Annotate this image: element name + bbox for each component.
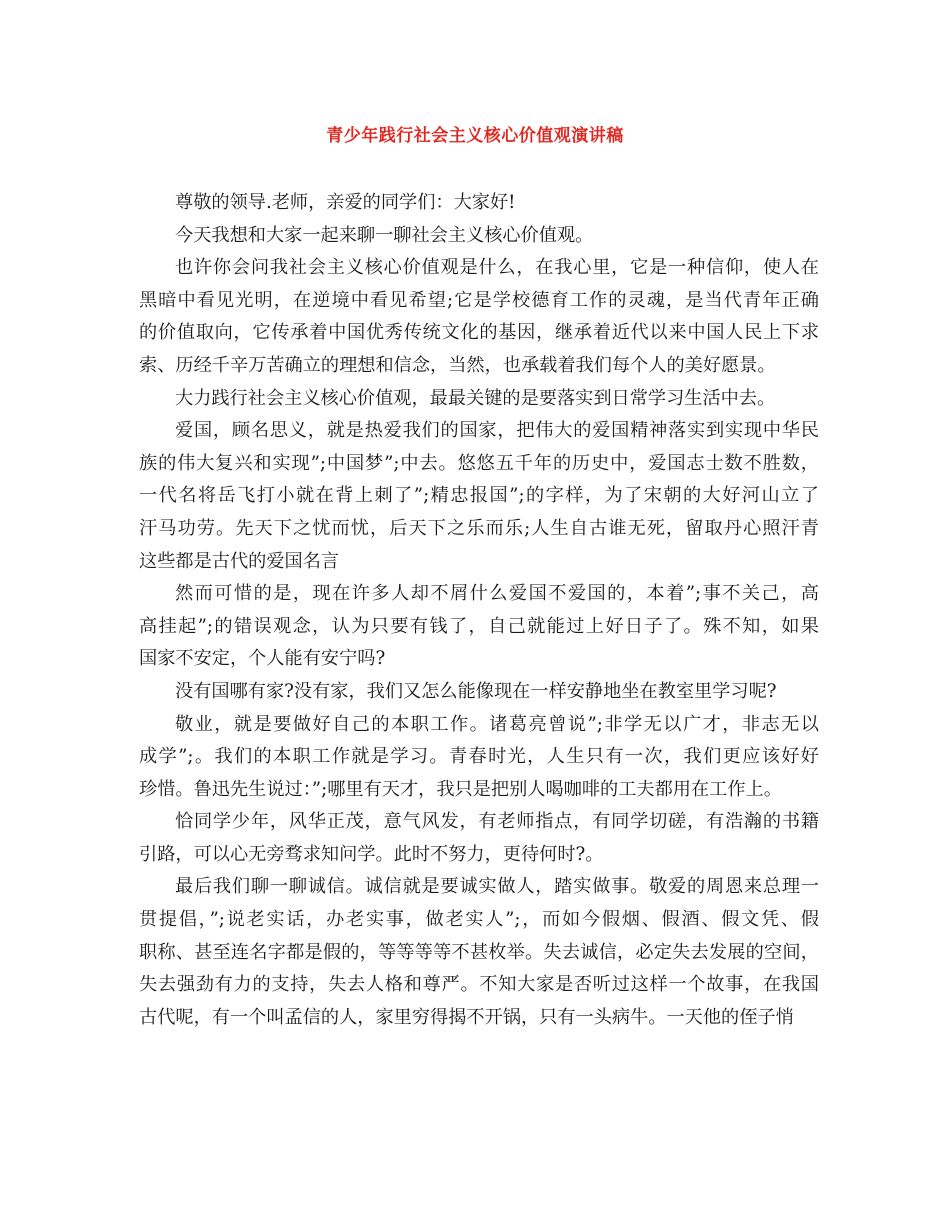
paragraph-line: 国家不安定，个人能有安宁吗? [139,648,386,670]
paragraph [139,676,819,709]
paragraph [139,578,819,676]
paragraph-line: 然而可惜的是，现在许多人却不屑什么爱国不爱国的，本着”;事不关己，高 [175,583,819,605]
paragraph-line: 最后我们聊一聊诚信。诚信就是要诚实做人，踏实做事。敬爱的周恩来总理一 [175,876,819,898]
paragraph-line: 黑暗中看见光明，在逆境中看见希望;它是学校德育工作的灵魂，是当代青年正确 [139,289,819,311]
paragraph [139,220,819,253]
paragraph-line: 成学”;。我们的本职工作就是学习。青春时光，人生只有一次，我们更应该好好 [139,746,819,768]
paragraph-line: 今天我想和大家一起来聊一聊社会主义核心价值观。 [175,224,594,246]
document-body [139,187,819,1034]
paragraph-line: 的价值取向，它传承着中国优秀传统文化的基因，继承着近代以来中国人民上下求 [139,322,819,344]
paragraph-line: 大力践行社会主义核心价值观，最最关键的是要落实到日常学习生活中去。 [175,387,776,409]
paragraph-line: 职称、甚至连名字都是假的，等等等等不甚枚举。失去诚信，必定失去发展的空间， [139,941,819,963]
paragraph [139,187,819,220]
paragraph-line: 爱国，顾名思义，就是热爱我们的国家，把伟大的爱国精神落实到实现中华民 [175,420,819,442]
paragraph-line: 没有国哪有家?没有家，我们又怎么能像现在一样安静地坐在教室里学习呢? [175,680,777,702]
paragraph [139,709,819,807]
paragraph-line: 敬业，就是要做好自己的本职工作。诸葛亮曾说”;非学无以广才，非志无以 [175,713,819,735]
paragraph-line: 引路，可以心无旁骛求知问学。此时不努力，更待何时?。 [139,843,604,865]
document-title: 青少年践行社会主义核心价值观演讲稿 [326,126,624,146]
paragraph-line: 失去强劲有力的支持，失去人格和尊严。不知大家是否听过这样一个故事，在我国 [139,974,819,996]
paragraph [139,415,819,578]
paragraph [139,806,819,871]
paragraph-line: 族的伟大复兴和实现”;中国梦”;中去。悠悠五千年的历史中，爱国志士数不胜数， [139,452,819,474]
paragraph-line: 尊敬的领导.老师，亲爱的同学们：大家好! [175,192,516,213]
paragraph [139,383,819,416]
paragraph-line: 也许你会问我社会主义核心价值观是什么，在我心里，它是一种信仰，使人在 [175,257,819,279]
paragraph-line: 恰同学少年，风华正茂，意气风发，有老师指点，有同学切磋，有浩瀚的书籍 [175,811,819,833]
paragraph-line: 一代名将岳飞打小就在背上刺了”;精忠报国”;的字样，为了宋朝的大好河山立了 [139,485,819,507]
paragraph-line: 这些都是古代的爱国名言 [139,550,340,572]
paragraph [139,252,819,382]
paragraph-line: 珍惜。鲁迅先生说过：”;哪里有天才，我只是把别人喝咖啡的工夫都用在工作上。 [139,778,782,800]
paragraph-line: 贯提倡，”;说老实话，办老实事，做老实人”;，而如今假烟、假酒、假文凭、假 [139,909,819,931]
paragraph-line: 古代呢，有一个叫孟信的人，家里穷得揭不开锅，只有一头病牛。一天他的侄子悄 [139,1006,794,1028]
paragraph-line: 索、历经千辛万苦确立的理想和信念，当然，也承载着我们每个人的美好愿景。 [139,354,776,376]
paragraph-line: 高挂起”;的错误观念，认为只要有钱了，自己就能过上好日子了。殊不知，如果 [139,615,819,637]
paragraph-line: 汗马功劳。先天下之忧而忧，后天下之乐而乐;人生自古谁无死，留取丹心照汗青 [139,517,819,539]
paragraph [139,871,819,1034]
